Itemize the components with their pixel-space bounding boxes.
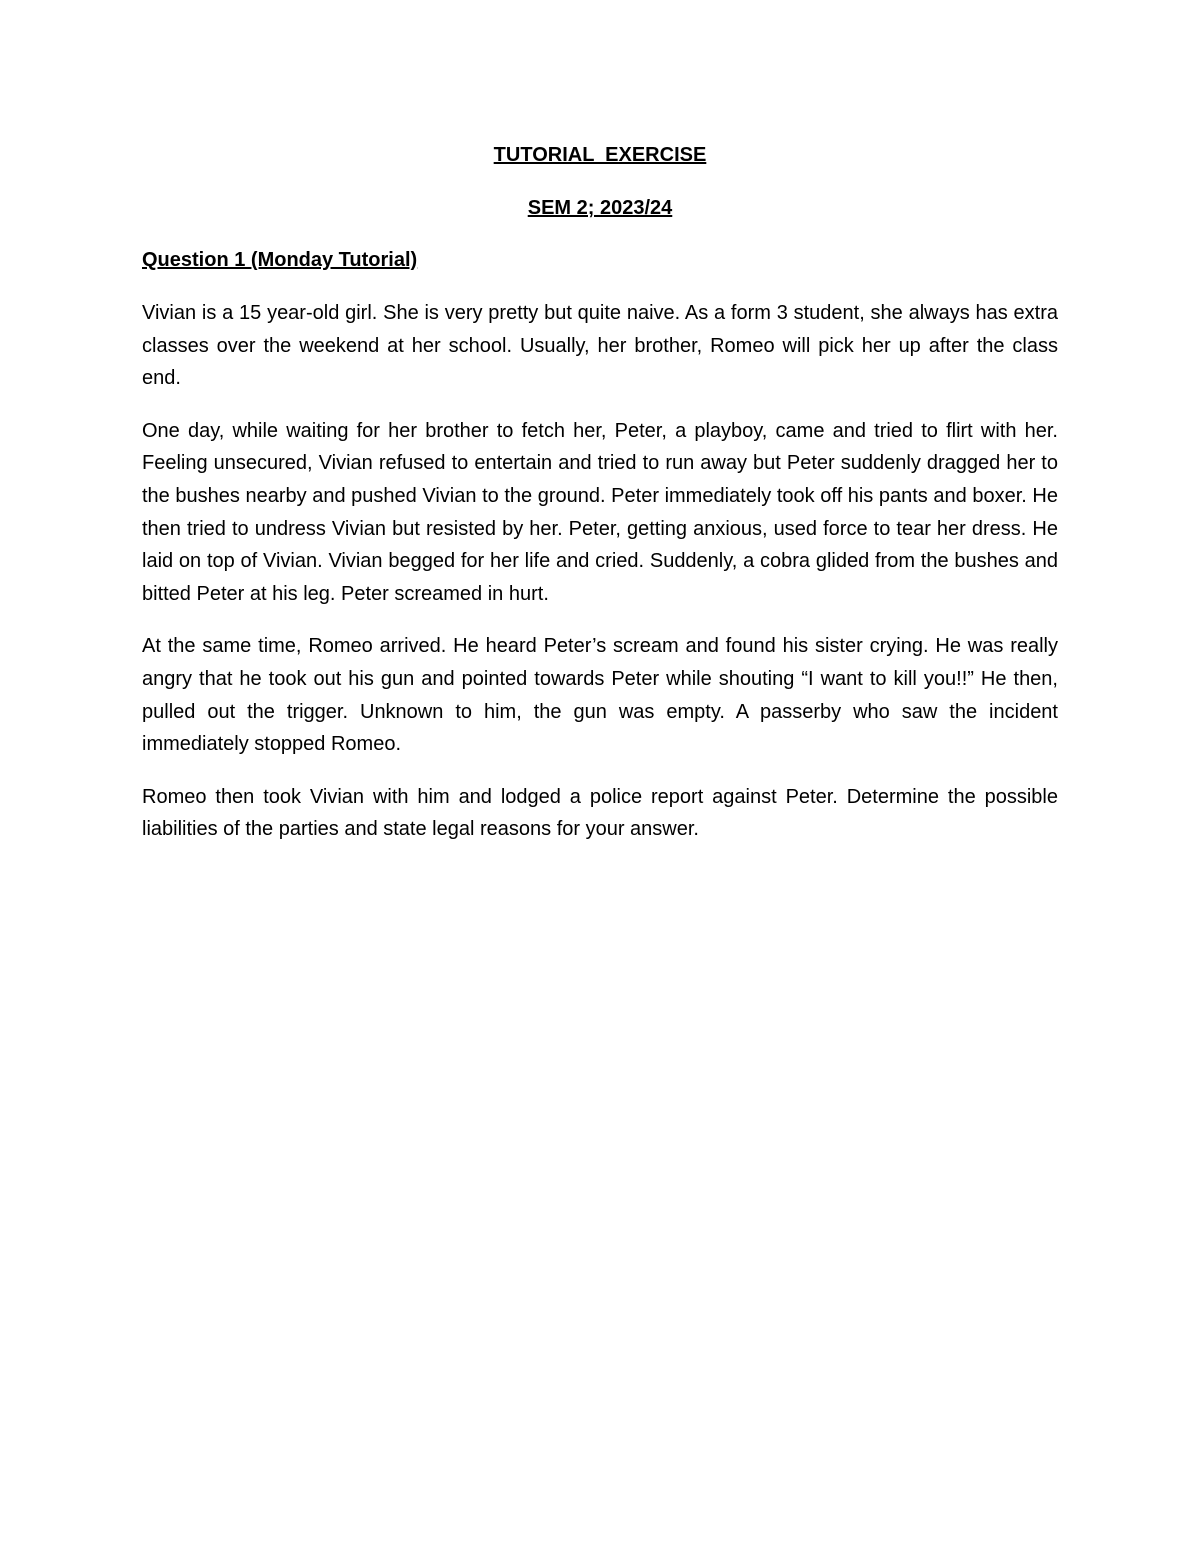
semester-heading: SEM 2; 2023/24 <box>527 197 673 219</box>
paragraph-2: One day, while waiting for her brother to fetch her, Peter, a playboy, came and tried to flirt with her. Feeling unsecured, Vivian refused to entertain and tried to run away but Peter suddenly dragged her to the bushes nearby and pushed Vivian to the ground. Peter immediately took off his pants and boxer. He then tried to undress Vivian but resisted by her. Peter, getting anxious, used force to tear her dress. He laid on top of Vivian. Vivian begged for her life and cried. Suddenly, a cobra glided from the bushes and bitted Peter at his leg. Peter screamed in hurt. <box>142 419 1058 605</box>
question-heading: Question 1 (Monday Tutorial) <box>142 249 418 271</box>
document-title: TUTORIAL EXERCISE <box>493 144 707 166</box>
document-content <box>142 140 1058 846</box>
paragraph-4: Romeo then took Vivian with him and lodged a police report against Peter. Determine the possible liabilities of the parties and state legal reasons for your answer. <box>142 785 1058 841</box>
paragraph-3: At the same time, Romeo arrived. He heard Peter’s scream and found his sister crying. He was really angry that he took out his gun and pointed towards Peter while shouting “I want to kill you!!” He then, pulled out the trigger. Unknown to him, the gun was empty. A passerby who saw the incident immediately stopped Romeo. <box>142 635 1058 756</box>
paragraph-1: Vivian is a 15 year-old girl. She is very pretty but quite naive. As a form 3 student, she always has extra classes over the weekend at her school. Usually, her brother, Romeo will pick her up after the class end. <box>142 302 1058 390</box>
